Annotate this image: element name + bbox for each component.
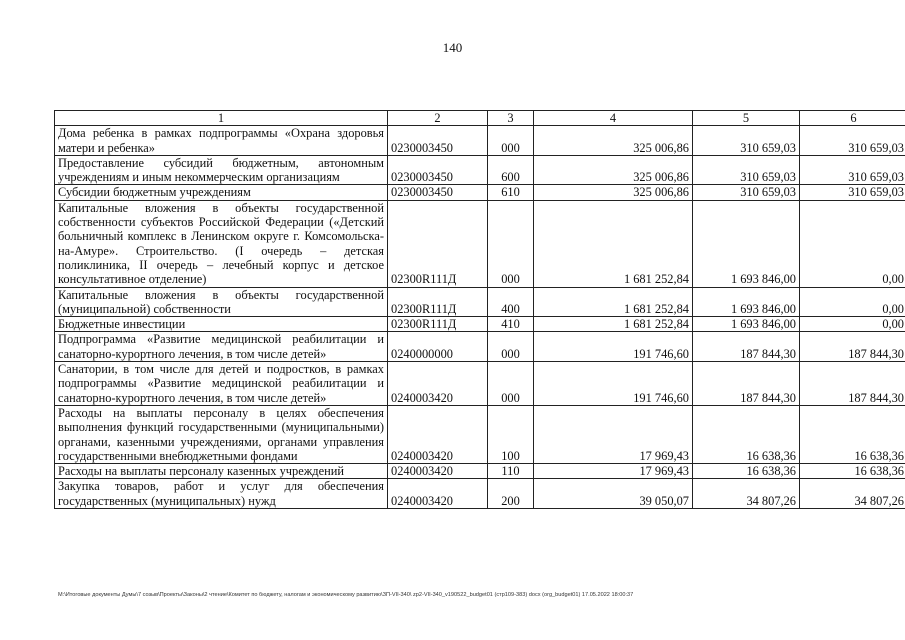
row-value-col4: 39 050,07 — [534, 479, 693, 509]
row-value-col5: 1 693 846,00 — [693, 200, 800, 287]
header-cell: 2 — [388, 111, 488, 126]
row-expense-type: 000 — [488, 362, 534, 406]
row-value-col5: 310 659,03 — [693, 126, 800, 156]
table-row — [55, 362, 905, 406]
row-expense-type: 400 — [488, 287, 534, 317]
row-expense-type: 000 — [488, 332, 534, 362]
row-expense-type: 200 — [488, 479, 534, 509]
row-name: Предоставление субсидий бюджетным, автономным учреждениям и иным некоммерческим организациям — [55, 155, 388, 185]
table-row — [55, 287, 905, 317]
row-value-col5: 1 693 846,00 — [693, 317, 800, 332]
row-value-col5: 34 807,26 — [693, 479, 800, 509]
table-row — [55, 200, 905, 287]
row-value-col5: 16 638,36 — [693, 464, 800, 479]
row-name: Расходы на выплаты персоналу в целях обеспечения выполнения функций государственными (муниципальными) органами, казенными учреждениями, органами управления государственными внебюджетными фондами — [55, 405, 388, 463]
row-expense-type: 610 — [488, 185, 534, 200]
row-value-col6: 187 844,30 — [800, 332, 905, 362]
row-value-col6: 310 659,03 — [800, 126, 905, 156]
table-row — [55, 155, 905, 185]
row-name: Расходы на выплаты персоналу казенных учреждений — [55, 464, 388, 479]
row-name: Закупка товаров, работ и услуг для обеспечения государственных (муниципальных) нужд — [55, 479, 388, 509]
row-code: 02300R111Д — [388, 200, 488, 287]
row-code: 0230003450 — [388, 185, 488, 200]
row-expense-type: 110 — [488, 464, 534, 479]
row-value-col6: 34 807,26 — [800, 479, 905, 509]
row-value-col6: 0,00 — [800, 287, 905, 317]
row-value-col4: 1 681 252,84 — [534, 200, 693, 287]
row-name: Дома ребенка в рамках подпрограммы «Охрана здоровья матери и ребенка» — [55, 126, 388, 156]
header-cell: 6 — [800, 111, 905, 126]
document-path-footer: M:\Итоговые документы Думы\7 созыв\Проекты\Законы\2 чтение\Комитет по бюджету, налогам и экономическому развитию\ЗП-VII-340\ zp2-VII-340_v190522_budget01 (стр109-383) docx (org_budget01) 17.05.2022 18:00:37 — [58, 592, 634, 598]
row-value-col4: 17 969,43 — [534, 464, 693, 479]
table-row — [55, 479, 905, 509]
row-value-col5: 187 844,30 — [693, 332, 800, 362]
table-row — [55, 405, 905, 463]
row-name: Капитальные вложения в объекты государственной собственности субъектов Российской Федерации («Детский больничный комплекс в Ленинском округе г. Комсомольска-на-Амуре». Строительство. (I очередь – детская поликлиника, II очередь – лечебный корпус и детское консультативное отделение) — [55, 200, 388, 287]
row-code: 0240003420 — [388, 464, 488, 479]
page-number: 140 — [442, 40, 463, 55]
row-expense-type: 000 — [488, 126, 534, 156]
row-value-col5: 310 659,03 — [693, 185, 800, 200]
row-value-col4: 325 006,86 — [534, 185, 693, 200]
row-value-col6: 0,00 — [800, 317, 905, 332]
row-name: Бюджетные инвестиции — [55, 317, 388, 332]
header-cell: 5 — [693, 111, 800, 126]
row-code: 0240003420 — [388, 362, 488, 406]
row-code: 0230003450 — [388, 155, 488, 185]
row-name: Субсидии бюджетным учреждениям — [55, 185, 388, 200]
table-row — [55, 464, 905, 479]
row-name: Капитальные вложения в объекты государственной (муниципальной) собственности — [55, 287, 388, 317]
header-row — [55, 111, 905, 126]
row-value-col4: 191 746,60 — [534, 362, 693, 406]
row-name: Подпрограмма «Развитие медицинской реабилитации и санаторно-курортного лечения, в том числе детей» — [55, 332, 388, 362]
row-code: 0240003420 — [388, 479, 488, 509]
budget-table — [54, 110, 905, 509]
header-cell: 3 — [488, 111, 534, 126]
row-value-col6: 16 638,36 — [800, 405, 905, 463]
row-value-col5: 16 638,36 — [693, 405, 800, 463]
row-name: Санатории, в том числе для детей и подростков, в рамках подпрограммы «Развитие медицинской реабилитации и санаторно-курортного лечения, в том числе детей» — [55, 362, 388, 406]
row-value-col4: 17 969,43 — [534, 405, 693, 463]
row-code: 02300R111Д — [388, 287, 488, 317]
row-expense-type: 600 — [488, 155, 534, 185]
row-value-col5: 1 693 846,00 — [693, 287, 800, 317]
row-code: 0240003420 — [388, 405, 488, 463]
table-row — [55, 332, 905, 362]
row-code: 02300R111Д — [388, 317, 488, 332]
table-row — [55, 185, 905, 200]
row-value-col5: 310 659,03 — [693, 155, 800, 185]
header-cell: 1 — [55, 111, 388, 126]
row-value-col4: 191 746,60 — [534, 332, 693, 362]
table-row — [55, 317, 905, 332]
row-value-col6: 0,00 — [800, 200, 905, 287]
row-value-col4: 1 681 252,84 — [534, 287, 693, 317]
row-expense-type: 410 — [488, 317, 534, 332]
row-expense-type: 100 — [488, 405, 534, 463]
row-code: 0230003450 — [388, 126, 488, 156]
row-value-col6: 187 844,30 — [800, 362, 905, 406]
row-code: 0240000000 — [388, 332, 488, 362]
row-value-col6: 16 638,36 — [800, 464, 905, 479]
row-expense-type: 000 — [488, 200, 534, 287]
row-value-col4: 325 006,86 — [534, 155, 693, 185]
row-value-col6: 310 659,03 — [800, 155, 905, 185]
row-value-col5: 187 844,30 — [693, 362, 800, 406]
row-value-col6: 310 659,03 — [800, 185, 905, 200]
table-row — [55, 126, 905, 156]
header-cell: 4 — [534, 111, 693, 126]
row-value-col4: 325 006,86 — [534, 126, 693, 156]
row-value-col4: 1 681 252,84 — [534, 317, 693, 332]
